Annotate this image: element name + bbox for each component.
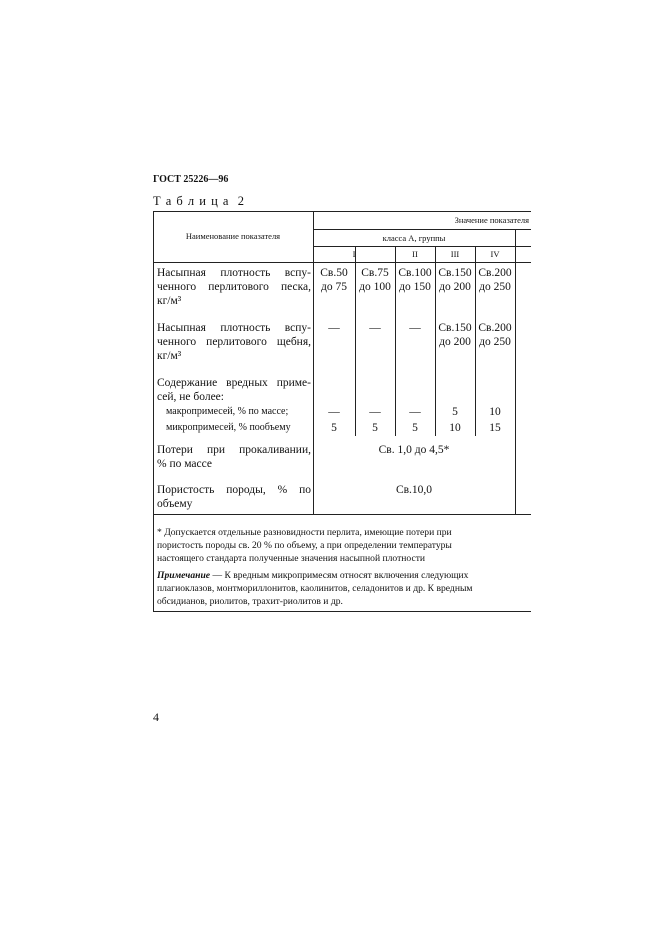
value-cell: 5 (331, 422, 337, 434)
value-cell (313, 321, 355, 335)
value-cell: 5 (412, 422, 418, 434)
row-name-line: Насыпная плотность вспу- (157, 267, 311, 279)
value-cell: 10 (489, 406, 501, 418)
value-cell (355, 266, 395, 294)
row-name (157, 376, 311, 404)
table-title: Т а б л и ц а 2 (153, 194, 245, 208)
value-cell: 5 (372, 422, 378, 434)
row-name (157, 483, 311, 511)
doc-code: ГОСТ 25226—96 (153, 174, 229, 185)
column-header-class: класса А, группы (382, 233, 446, 243)
row-name-line: сей, не более: (157, 391, 224, 403)
merged-value-cell: Св. 1,0 до 4,5* (378, 444, 450, 456)
row-name-line: кг/м³ (157, 350, 182, 362)
footnote-line: пористость породы св. 20 % по объему, а при определении температуры (157, 540, 452, 551)
value-cell (355, 321, 395, 335)
note-line: плагиоклазов, монтмориллонитов, каолинитов, селадонитов и др. К вредным (157, 583, 473, 594)
value-cell: 15 (489, 422, 501, 434)
value-cell: 5 (452, 406, 458, 418)
group-header: III (450, 249, 460, 259)
value-line: Св.75 (361, 267, 389, 279)
page-number: 4 (153, 710, 159, 724)
row-name (157, 266, 311, 308)
row-name-line: Потери при прокаливании, (157, 444, 311, 456)
footnote-line: * Допускается отдельные разновидности перлита, имеющие потери при (157, 527, 452, 538)
footnote-line: настоящего стандарта полученные значения насыпной плотности (157, 553, 426, 564)
value-line: Св.200 (478, 322, 512, 334)
value-line: Св.150 (438, 267, 472, 279)
value-line: до 200 (439, 281, 471, 293)
value-line: до 250 (479, 336, 511, 348)
value-cell: — (409, 406, 421, 418)
column-header-value: Значение показателя (454, 215, 529, 225)
value-cell (395, 321, 435, 335)
value-line: до 150 (399, 281, 431, 293)
value-line: Св.200 (478, 267, 512, 279)
value-cell (435, 321, 475, 349)
group-header: I (352, 249, 356, 259)
note-label: Примечание (157, 570, 211, 581)
row-name-line: кг/м³ (157, 295, 182, 307)
value-line: — (328, 322, 340, 334)
value-cell (475, 266, 515, 294)
value-line: — (369, 322, 381, 334)
row-name-line: ченного перлитового щебня, (157, 336, 311, 348)
value-line: — (409, 322, 421, 334)
group-header: II (412, 249, 418, 259)
row-name (157, 443, 311, 471)
row-name-line: объему (157, 498, 193, 510)
note-line: обсидианов, риолитов, трахит-риолитов и др. (157, 596, 343, 607)
value-cell: — (328, 406, 340, 418)
value-line: Св.100 (398, 267, 432, 279)
value-cell (395, 266, 435, 294)
row-name-line: Пористость породы, % по (157, 484, 311, 496)
note-text: — К вредным микропримесям относят включения следующих (210, 570, 469, 581)
sub-row-label: макропримесей, % по массе; (166, 406, 289, 417)
value-cell: — (369, 406, 381, 418)
sub-row-label: микропримесей, % пообъему (166, 422, 291, 433)
merged-value-cell: Св.10,0 (395, 484, 433, 496)
value-line: Св.50 (320, 267, 348, 279)
value-line: до 250 (479, 281, 511, 293)
value-cell (313, 266, 355, 294)
value-line: до 100 (359, 281, 391, 293)
row-name-line: Насыпная плотность вспу- (157, 322, 311, 334)
footnote (157, 526, 517, 608)
value-line: Св.150 (438, 322, 472, 334)
row-name (157, 321, 311, 363)
row-name-line: Содержание вредных приме- (157, 377, 311, 389)
row-name-line: % по массе (157, 458, 212, 470)
value-cell (475, 321, 515, 349)
note (157, 569, 517, 582)
value-line: до 200 (439, 336, 471, 348)
row-name-line: ченного перлитового песка, (157, 281, 311, 293)
group-header: IV (490, 249, 500, 259)
column-header-name: Наименование показателя (185, 231, 281, 241)
value-line: до 75 (321, 281, 347, 293)
value-cell: 10 (449, 422, 461, 434)
value-cell (435, 266, 475, 294)
